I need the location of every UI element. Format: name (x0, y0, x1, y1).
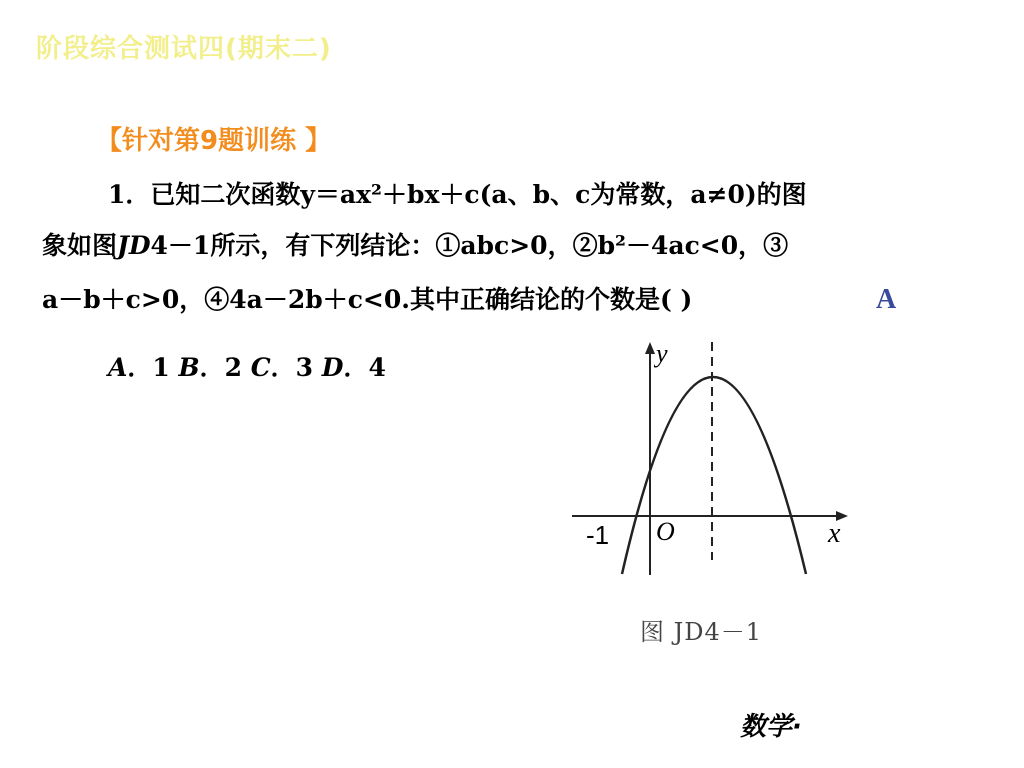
y-axis-arrow (645, 342, 655, 354)
footer-subject: 数学· (740, 712, 802, 742)
answer-mark: A (876, 284, 897, 315)
figure-ref: JD (117, 231, 151, 260)
choice-d-text: ．4 (343, 353, 386, 382)
answer-choices (108, 348, 386, 384)
choice-a-letter: A (108, 353, 128, 382)
question-line-3: a－b＋c>0，④4a－2b＋c<0.其中正确结论的个数是( ) (42, 285, 693, 314)
choice-c-text: ．3 (270, 353, 322, 382)
figure-caption: 图 JD4－1 (640, 618, 763, 646)
page-title: 阶段综合测试四(期末二) (36, 34, 332, 64)
section-tag: 【针对第9题训练 】 (96, 126, 332, 156)
question-line-2-post: 4－1所示，有下列结论：①abc>0，②b²－4ac<0，③ (150, 231, 789, 260)
neg-one-label: -1 (586, 520, 610, 550)
question-line-1: 1．已知二次函数y＝ax²＋bx＋c(a、b、c为常数，a≠0)的图 (108, 180, 807, 209)
x-label: x (828, 518, 841, 549)
choice-a-text: ．1 (127, 353, 179, 382)
choice-b-letter: B (178, 353, 200, 382)
question-line-2-pre: 象如图 (42, 231, 118, 260)
parabola-figure (560, 330, 860, 580)
question-line-2 (42, 226, 788, 262)
y-label: y (656, 339, 668, 368)
choice-d-letter: D (321, 353, 344, 382)
origin-label: O (656, 517, 675, 546)
choice-b-text: ．2 (199, 353, 251, 382)
choice-c-letter: C (250, 353, 271, 382)
